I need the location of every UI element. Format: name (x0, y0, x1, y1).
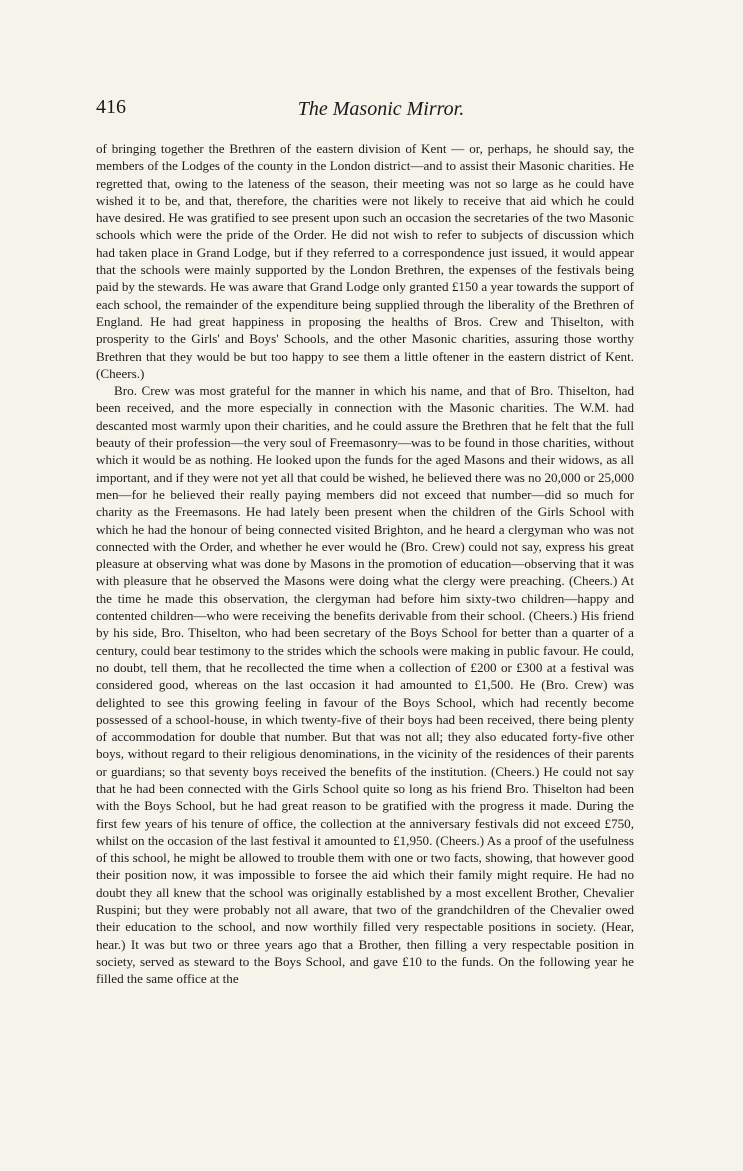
paragraph-bro-crew-speech: Bro. Crew was most grateful for the manner in which his name, and that of Bro. Thiselton, had been received, and the more especially in connection with the Masonic charities. The W.M. had descanted most warmly upon their charities, and he could assure the Brethren that he felt that the full beauty of their profession—the very soul of Freemasonry—was to be found in those charities, without which it would be as nothing. He looked upon the funds for the aged Masons and their widows, as all important, and if they were not yet all that could be wished, he believed there was no 20,000 or 25,000 men—for he believed their really paying members did not exceed that number—did so much for charity as the Freemasons. He had lately been present when the children of the Girls School with which he had the honour of being connected visited Brighton, and he heard a clergyman who was not connected with the Order, and whether he ever would he (Bro. Crew) could not say, express his great pleasure at observing what was done by Masons in the promotion of education—observing that it was with pleasure that he observed the Masons were doing what the clergy were preaching. (Cheers.) At the time he made this observation, the clergyman had before him sixty-two children—happy and contented children—who were receiving the benefits derivable from their school. (Cheers.) His friend by his side, Bro. Thiselton, who had been secretary of the Boys School for better than a quarter of a century, could bear testimony to the strides which the schools were making in public favour. He could, no doubt, tell them, that he recollected the time when a collection of £200 or £300 at a festival was considered good, whereas on the last occasion it had amounted to £1,500. He (Bro. Crew) was delighted to see this growing feeling in favour of the Boys School, which had recently become possessed of a school-house, in which twenty-five of their boys had been received, there being plenty of accommodation for double that number. But that was not all; they also educated forty-five other boys, without regard to their religious denominations, in the vicinity of the residences of their parents or guardians; so that seventy boys received the benefits of the institution. (Cheers.) He could not say that he had been connected with the Girls School quite so long as his friend Bro. Thiselton had been with the Boys School, but he had great reason to be gratified with the progress it made. During the first few years of his tenure of office, the collection at the anniversary festivals did not exceed £750, whilst on the occasion of the last festival it amounted to £1,950. (Cheers.) As a proof of the usefulness of this school, he might be allowed to trouble them with one or two facts, showing, that however good their position now, it was impossible to forsee the aid which their family might require. He had no doubt they all knew that the school was originally established by a most excellent Brother, Chevalier Ruspini; but they were probably not all aware, that two of the grandchildren of the Chevalier owed their education to the school, and now worthily filled very respectable positions in society. (Hear, hear.) It was but two or three years ago that a Brother, then filling a very respectable position in society, served as steward to the Boys School, and gave £10 to the funds. On the following year he filled the same office at the (96, 383, 634, 987)
running-head (96, 96, 666, 126)
journal-title: The Masonic Mirror. (297, 98, 465, 120)
paragraph-continuation: of bringing together the Brethren of the eastern division of Kent — or, perhaps, he should say, the members of the Lodges of the county in the London district—and to assist their Masonic charities. He regretted that, owing to the lateness of the season, their meeting was not so large as he could have wished it to be, and that, therefore, the charities were not likely to receive that aid which he could have desired. He was gratified to see present upon such an occasion the secretaries of the two Masonic schools which were the pride of the Order. He did not wish to refer to subjects of discussion which had taken place in Grand Lodge, but if they referred to a correspondence just issued, it would appear that the schools were mainly supported by the London Brethren, the expenses of the festivals being paid by the stewards. He was aware that Grand Lodge only granted £150 a year towards the support of each school, the remainder of the expenditure being supplied through the liberality of the Brethren of England. He had great happiness in proposing the healths of Bros. Crew and Thiselton, with prosperity to the Girls' and Boys' Schools, and the other Masonic charities, assuring those worthy Brethren that they would be but too happy to see them a little oftener in the eastern district of Kent. (Cheers.) (96, 141, 634, 381)
page-number: 416 (96, 96, 126, 118)
article-text (96, 140, 634, 988)
